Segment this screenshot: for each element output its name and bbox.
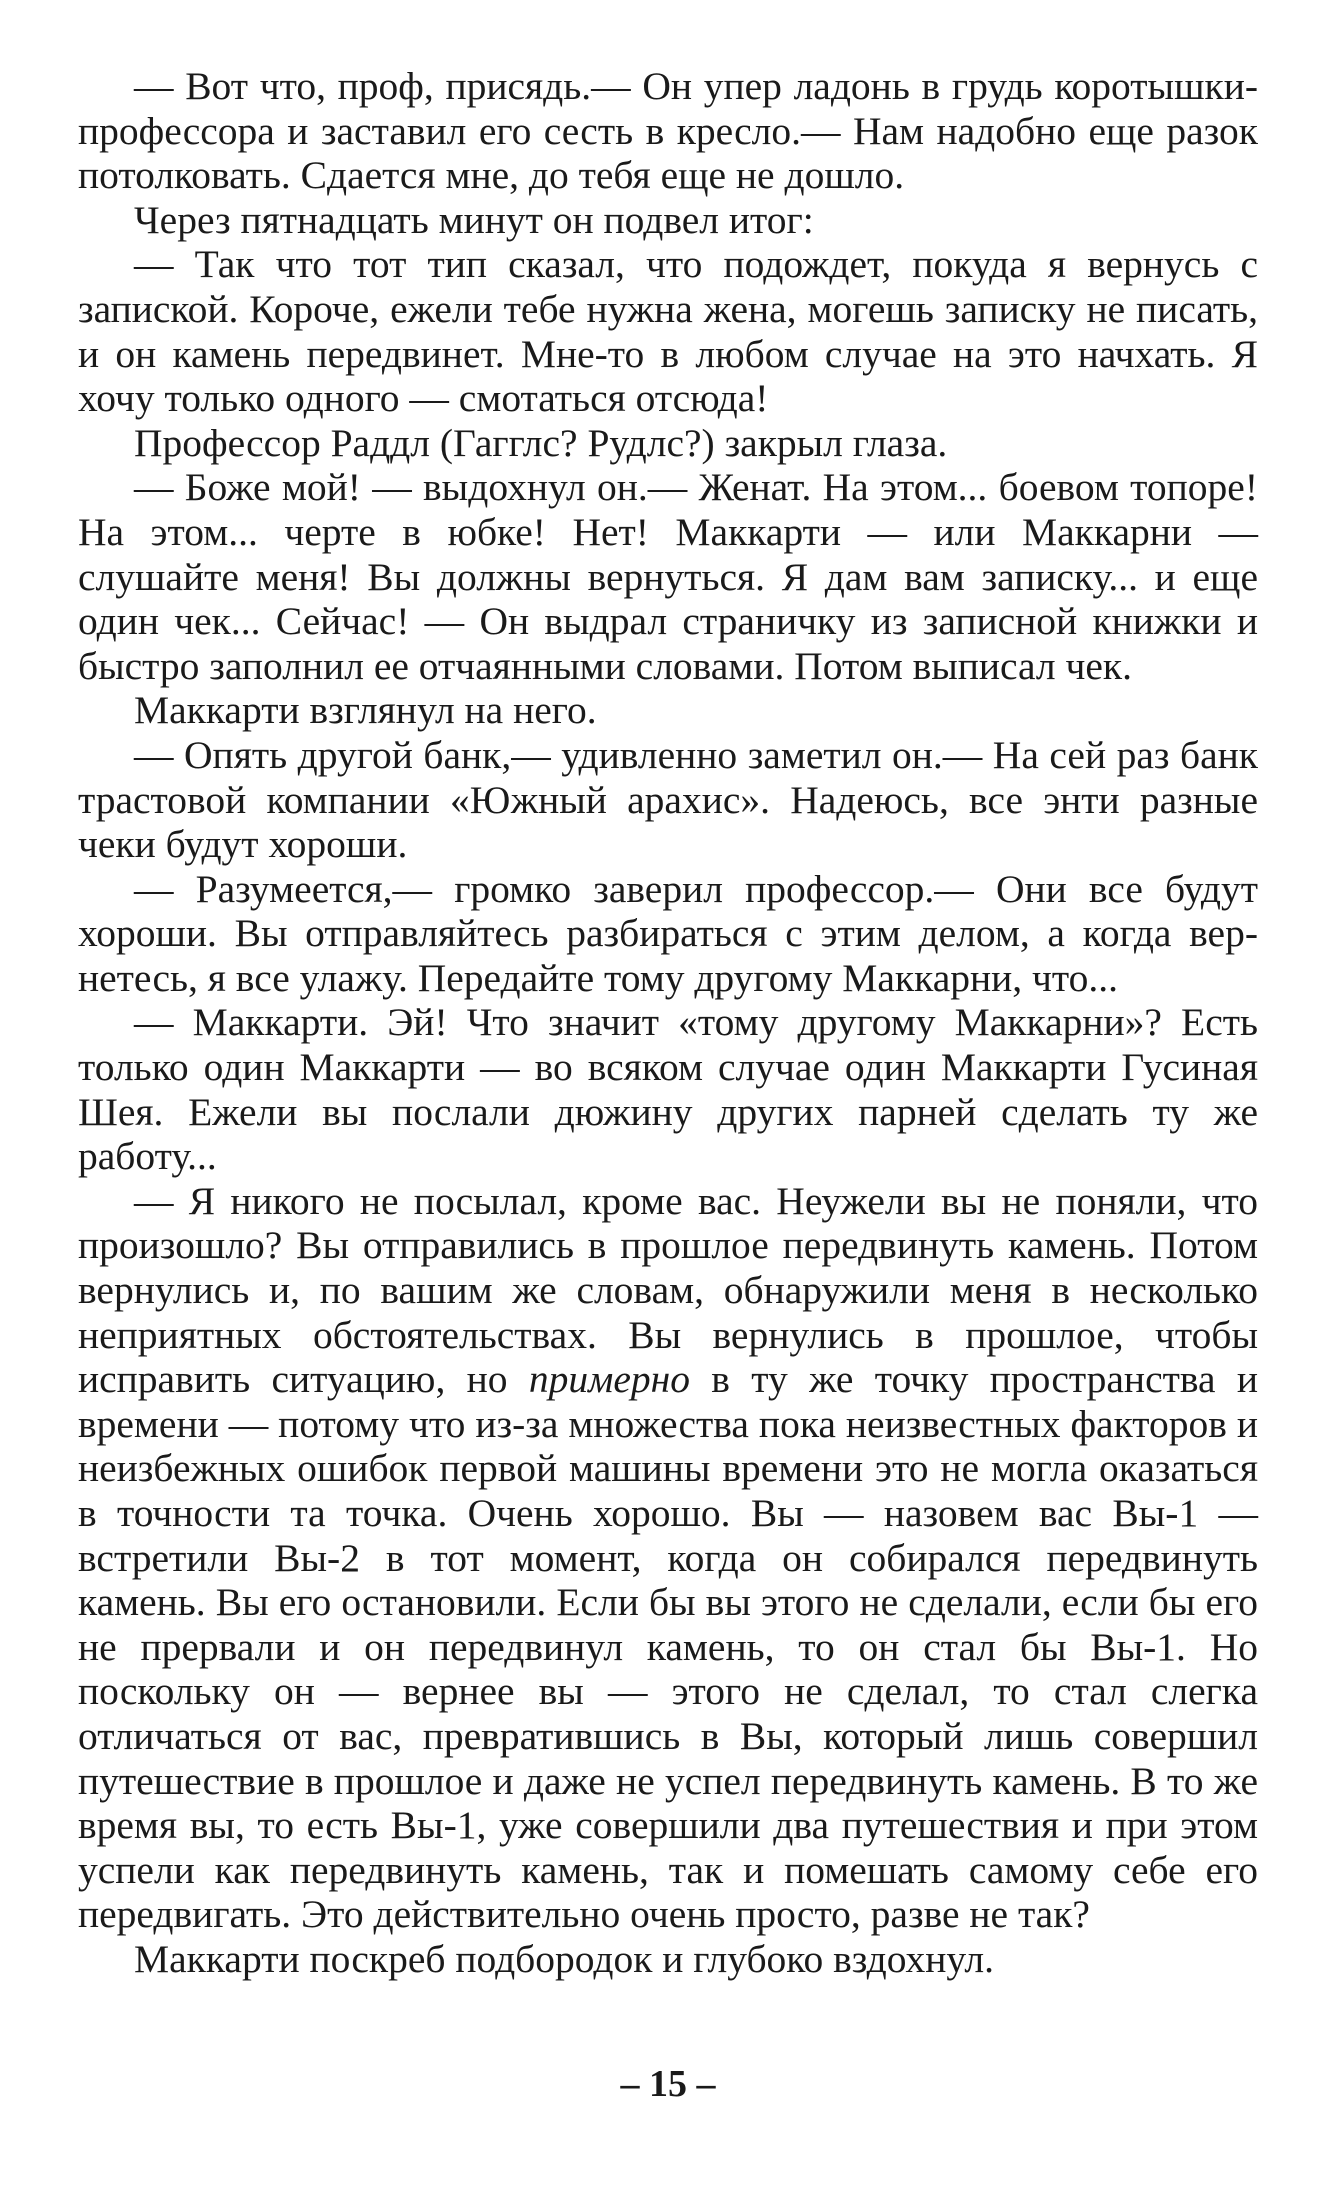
paragraph: — Опять другой банк,— удивленно заметил он.— На сей раз банк трастовой компании «Южный арахис». Надеюсь, все энти разные чеки будут хороши. — [78, 732, 1258, 867]
paragraph: — Боже мой! — выдохнул он.— Женат. На этом... боевом топоре! На этом... черте в юбке! Нет! Маккарти — или Маккарни — слушайте меня! Вы должны вернуться. Я дам вам записку... и еще один чек... Сейчас! — Он выдрал страничку из записной книжки и быстро заполнил ее отчаянными словами. Потом выписал чек. — [78, 465, 1258, 688]
emphasis-text: примерно — [528, 1357, 690, 1402]
paragraph: Маккарти взглянул на него. — [134, 688, 597, 733]
paragraph: — Так что тот тип сказал, что подождет, покуда я вернусь с запиской. Короче, ежели тебе нужна жена, могешь записку не писать, и он камень передвинет. Мне-то в любом случае на это начхать. Я хочу только одного — смотаться отсюда! — [78, 242, 1258, 421]
page-number: – 15 – — [620, 2063, 716, 2105]
paragraph-text: — Я никого не посылал, кроме вас. Неужели вы не поняли, что произошло? Вы отправились в прошлое передвинуть камень. Потом вернулись и, по вашим же словам, обнаружили меня в несколько неприятных обстоятельствах. Вы вернулись в прошлое, чтобы исправить ситуацию, но — [78, 1178, 1258, 1402]
paragraph: Маккарти поскреб подбородок и глубоко вздохнул. — [134, 1936, 994, 1981]
page-body — [78, 64, 1258, 1982]
paragraph: Профессор Раддл (Гагглс? Рудлс?) закрыл глаза. — [134, 420, 948, 465]
paragraph: — Маккарти. Эй! Что значит «тому другому Маккарни»? Есть только один Маккарти — во всяком случае один Маккарти Гусиная Шея. Ежели вы послали дюжину других парней сделать ту же работу... — [78, 1000, 1258, 1179]
paragraph — [78, 1179, 1258, 1937]
paragraph: — Вот что, проф, присядь.— Он упер ладонь в грудь коротышки-профессора и заставил его сесть в кресло.— Нам надобно еще разок потолковать. Сдается мне, до тебя еще не дошло. — [78, 64, 1258, 198]
paragraph-text: в ту же точку пространства и времени — потому что из-за множества пока неизвестных факторов и неизбежных ошибок первой машины времени это не могла оказаться в точности та точка. Очень хорошо. Вы — назовем вас Вы-1 — встретили Вы-2 в тот момент, когда он собирался передвинуть камень. Вы его остановили. Если бы вы этого не сделали, если бы его не прервали и он передвинул камень, то он стал бы Вы-1. Но поскольку он — вернее вы — этого не сделал, то стал слегка отличаться от вас, превратившись в Вы, который лишь совершил путешествие в прошлое и даже не успел передвинуть камень. В то же время вы, то есть Вы-1, уже совершили два путешествия и при этом успели как передвинуть камень, так и помешать самому себе его передвигать. Это действительно очень просто, разве не так? — [78, 1357, 1258, 1937]
paragraph: — Разумеется,— громко заверил профессор.— Они все будут хороши. Вы отправляйтесь разбираться с этим делом, а когда вернетесь, я все улажу. Передайте тому другому Маккарни, что... — [78, 866, 1258, 1000]
paragraph: Через пятнадцать минут он подвел итог: — [134, 197, 814, 242]
